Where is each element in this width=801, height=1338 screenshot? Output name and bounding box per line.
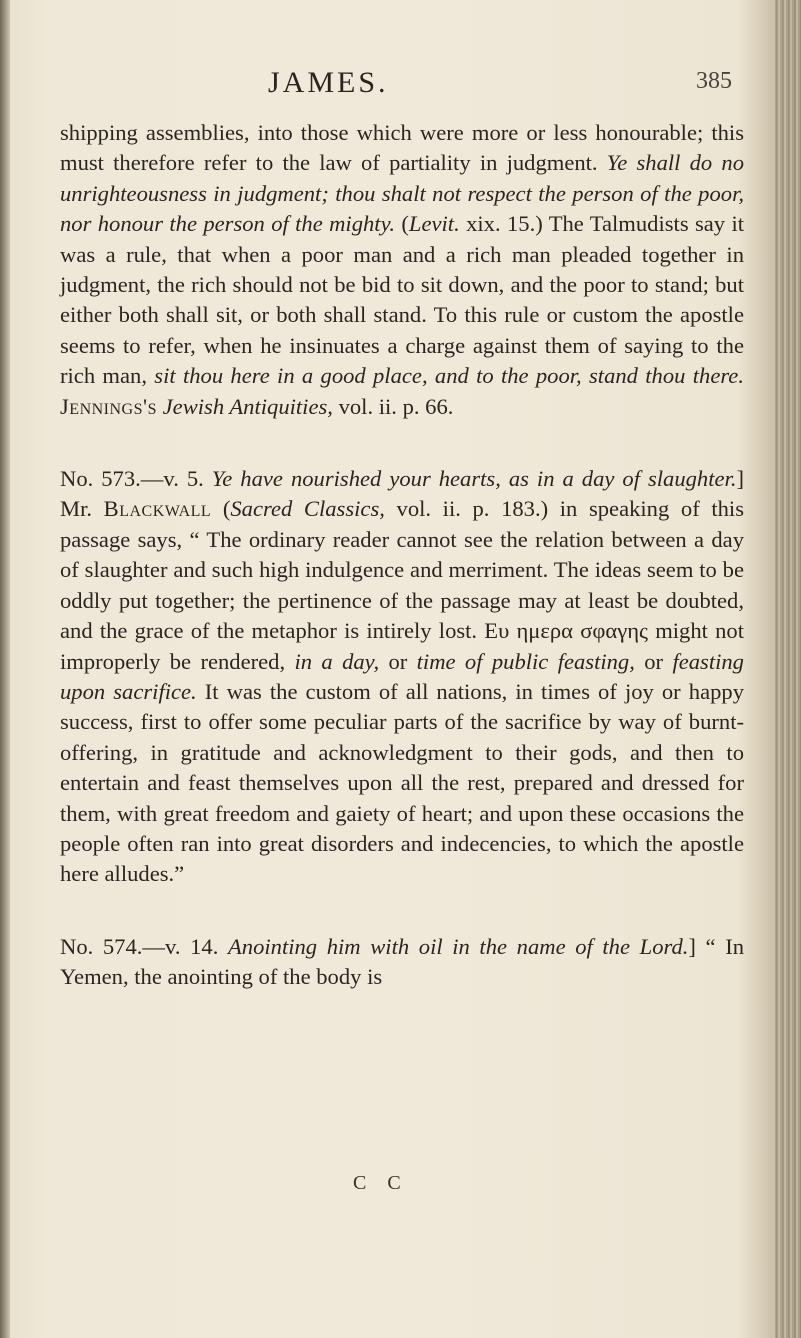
italic-text-run: feasting upon sacrifice. xyxy=(60,648,744,704)
text-run: shipping assemblies, into those which were more or less honourable; this must therefore refer to the law of partiality in judgment. xyxy=(60,120,744,176)
text-run: ( xyxy=(395,211,409,237)
text-run: ] Mr. xyxy=(60,466,744,522)
paragraph-1 xyxy=(60,118,744,422)
text-run: vol. ii. p. 183.) in speaking of this passage says, “ The ordinary reader cannot see the relation between a day of slaughter and such high indulgence and merriment. The ideas seem to be oddly put together; the pertinence of the passage may at least be doubted, and the grace of the metaphor is intirely lost. Ευ ημερα σφαγης might not improperly be rendered, xyxy=(60,496,744,674)
italic-text-run: Sacred Classics, xyxy=(230,496,385,522)
body-text xyxy=(60,118,744,993)
paragraph-gap xyxy=(60,890,744,932)
text-run: vol. ii. p. 66. xyxy=(332,393,454,419)
text-run: It was the custom of all nations, in times of joy or happy success, first to offer some peculiar parts of the sacrifice by way of burnt-offering, in gratitude and acknowledgment to their gods, and then to entertain and feast themselves upon all the rest, prepared and dressed for them, with great freedom and gaiety of heart; and upon these occasions the people often ran into great disorders and indecencies, to which the apostle here alludes.” xyxy=(60,678,744,887)
text-run: No. 573.—v. 5. xyxy=(60,466,212,492)
page-number: 385 xyxy=(696,68,732,94)
italic-text-run: in a day, xyxy=(294,648,380,674)
text-run: or xyxy=(634,648,673,674)
italic-text-run: time of public feasting, xyxy=(416,648,635,674)
text-run: xix. 15.) The Talmudists say it was a rule, that when a poor man and a rich man pleaded together in judgment, the rich should not be bid to sit down, and the poor to stand; but either both shall sit, or both shall stand. To this rule or custom the apostle seems to refer, when he insinuates a charge against them of saying to the rich man, xyxy=(60,211,744,389)
italic-text-run: Anointing him with oil in the name of the Lord. xyxy=(227,933,689,959)
paragraph-3 xyxy=(60,932,744,993)
italic-text-run: Jewish Antiquities, xyxy=(162,393,333,419)
italic-text-run: Levit. xyxy=(408,211,460,237)
signature-mark: C C xyxy=(353,1172,409,1194)
italic-text-run: Ye have nourished your hearts, as in a day of slaughter. xyxy=(211,466,737,492)
smallcaps-text-run: Jennings's xyxy=(60,393,157,419)
text-run: or xyxy=(379,648,417,674)
text-run: ] “ In Yemen, the anointing of the body is xyxy=(60,933,745,990)
text-run: No. 574.—v. 14. xyxy=(60,933,228,959)
italic-text-run: Ye shall do no unrighteousness in judgment; thou shalt not respect the person of the poor, nor honour the person of the mighty. xyxy=(60,150,745,237)
page-gutter-left xyxy=(0,0,10,1338)
italic-text-run: sit thou here in a good place, and to the poor, stand thou there. xyxy=(154,363,744,389)
paragraph-2 xyxy=(60,464,744,890)
page-header xyxy=(0,66,801,106)
smallcaps-text-run: Blackwall xyxy=(103,496,212,522)
page-edge-right xyxy=(775,0,801,1338)
running-head: JAMES. xyxy=(268,66,389,99)
paragraph-gap xyxy=(60,422,744,464)
text-run: ( xyxy=(211,496,231,522)
